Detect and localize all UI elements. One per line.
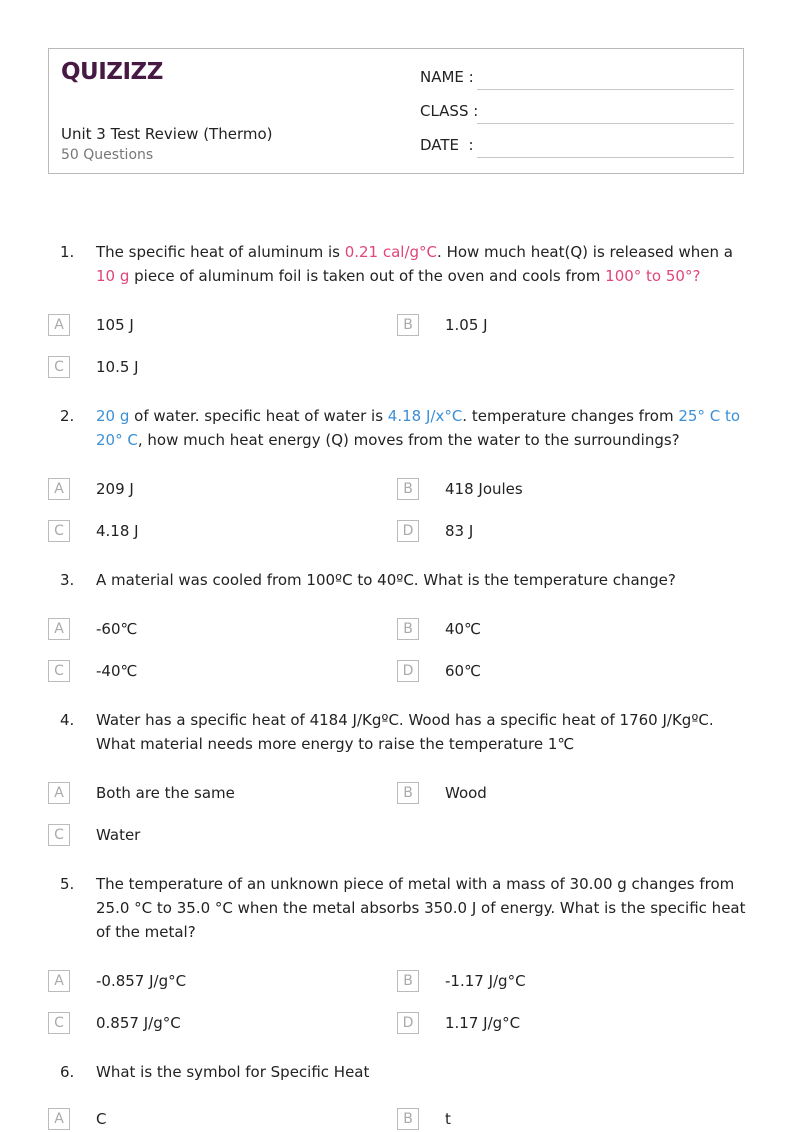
date-field[interactable] (420, 136, 734, 158)
option-4c[interactable] (48, 824, 348, 848)
highlight-segment: 10 g (96, 267, 130, 285)
option-5c[interactable] (48, 1012, 348, 1036)
text-segment: The specific heat of aluminum is (96, 243, 345, 261)
option-text: 105 J (96, 316, 134, 334)
option-text: C (96, 1110, 107, 1128)
option-6b[interactable] (397, 1108, 697, 1132)
option-2a[interactable] (48, 478, 348, 502)
option-4b[interactable] (397, 782, 697, 806)
name-line[interactable] (477, 89, 734, 90)
question-text (96, 1060, 748, 1084)
text-segment: Water has a specific heat of 4184 J/KgºC. Wood has a specific heat of 1760 J/KgºC. What material needs more energy to raise the temperature 1℃ (96, 711, 714, 753)
question-number: 1. (60, 243, 75, 261)
option-letter-box: B (397, 618, 419, 640)
option-letter-box: C (48, 356, 70, 378)
option-1b[interactable] (397, 314, 697, 338)
option-3b[interactable] (397, 618, 697, 642)
option-1c[interactable] (48, 356, 348, 380)
option-text: t (445, 1110, 451, 1128)
question-text (96, 240, 748, 288)
highlight-segment: 0.21 cal/g°C (344, 243, 438, 261)
highlight-segment: 100° to 50°? (605, 267, 701, 285)
worksheet-header (48, 48, 744, 174)
option-letter-box: C (48, 1012, 70, 1034)
option-4a[interactable] (48, 782, 348, 806)
class-label: CLASS : (420, 102, 479, 120)
option-letter-box: B (397, 1108, 419, 1130)
option-letter-box: B (397, 314, 419, 336)
option-text: Water (96, 826, 141, 844)
question-text (96, 708, 748, 756)
option-text: -0.857 J/g°C (96, 972, 187, 990)
text-segment: . temperature changes from (462, 407, 679, 425)
option-text: 10.5 J (96, 358, 139, 376)
text-segment: What is the symbol for Specific Heat (96, 1063, 370, 1081)
option-3c[interactable] (48, 660, 348, 684)
question-number: 6. (60, 1063, 75, 1081)
text-segment: , how much heat energy (Q) moves from the water to the surroundings? (137, 431, 680, 449)
option-text: -1.17 J/g°C (445, 972, 526, 990)
date-line[interactable] (477, 157, 734, 158)
question-text (96, 872, 748, 944)
option-3a[interactable] (48, 618, 348, 642)
text-segment: piece of aluminum foil is taken out of the oven and cools from (129, 267, 606, 285)
option-text: 4.18 J (96, 522, 139, 540)
option-letter-box: A (48, 970, 70, 992)
option-5d[interactable] (397, 1012, 697, 1036)
highlight-segment: 20 g (96, 407, 130, 425)
option-2b[interactable] (397, 478, 697, 502)
question-number: 2. (60, 407, 75, 425)
class-line[interactable] (477, 123, 734, 124)
name-label: NAME : (420, 68, 474, 86)
option-3d[interactable] (397, 660, 697, 684)
question-number: 4. (60, 711, 75, 729)
option-letter-box: A (48, 782, 70, 804)
worksheet-title: Unit 3 Test Review (Thermo) (61, 125, 273, 143)
option-text: 1.05 J (445, 316, 488, 334)
option-2c[interactable] (48, 520, 348, 544)
highlight-segment: 4.18 J/x°C (387, 407, 463, 425)
option-letter-box: B (397, 970, 419, 992)
option-letter-box: D (397, 1012, 419, 1034)
highlight-segment: 25° C to 20° C (96, 407, 741, 449)
question-number: 5. (60, 875, 75, 893)
option-letter-box: C (48, 824, 70, 846)
option-letter-box: B (397, 478, 419, 500)
option-letter-box: A (48, 478, 70, 500)
option-letter-box: B (397, 782, 419, 804)
option-text: 0.857 J/g°C (96, 1014, 181, 1032)
option-5a[interactable] (48, 970, 348, 994)
option-text: 209 J (96, 480, 134, 498)
option-text: Both are the same (96, 784, 235, 802)
text-segment: A material was cooled from 100ºC to 40ºC. What is the temperature change? (96, 571, 676, 589)
name-field[interactable] (420, 68, 734, 90)
option-letter-box: C (48, 520, 70, 542)
quizizz-logo: QUIZIZZ (61, 59, 163, 85)
question-text (96, 568, 748, 592)
option-letter-box: D (397, 520, 419, 542)
text-segment: The temperature of an unknown piece of metal with a mass of 30.00 g changes from 25.0 °C to 35.0 °C when the metal absorbs 350.0 J of energy. What is the specific heat of the metal? (96, 875, 746, 941)
option-text: -60℃ (96, 620, 138, 638)
option-text: 40℃ (445, 620, 481, 638)
class-field[interactable] (420, 102, 734, 124)
question-count: 50 Questions (61, 147, 154, 163)
text-segment: . How much heat(Q) is released when a (437, 243, 733, 261)
option-text: 60℃ (445, 662, 481, 680)
option-text: 418 Joules (445, 480, 523, 498)
question-number: 3. (60, 571, 75, 589)
option-letter-box: A (48, 1108, 70, 1130)
option-text: Wood (445, 784, 487, 802)
option-5b[interactable] (397, 970, 697, 994)
question-text (96, 404, 748, 452)
option-text: 83 J (445, 522, 474, 540)
option-6a[interactable] (48, 1108, 348, 1132)
option-text: -40℃ (96, 662, 138, 680)
option-letter-box: C (48, 660, 70, 682)
date-label: DATE : (420, 136, 474, 154)
option-letter-box: A (48, 314, 70, 336)
text-segment: of water. specific heat of water is (129, 407, 388, 425)
option-letter-box: A (48, 618, 70, 640)
option-1a[interactable] (48, 314, 348, 338)
option-2d[interactable] (397, 520, 697, 544)
option-text: 1.17 J/g°C (445, 1014, 521, 1032)
option-letter-box: D (397, 660, 419, 682)
